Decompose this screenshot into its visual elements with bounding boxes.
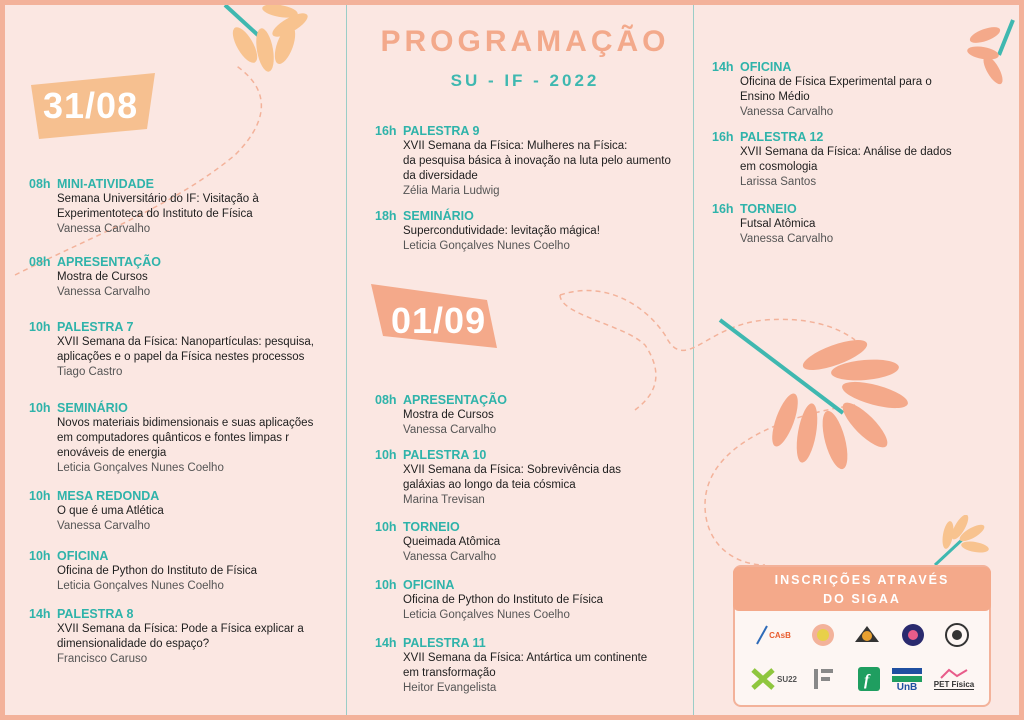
schedule-item-apresentacao [375,393,507,438]
schedule-type: PALESTRA 9 [403,124,480,138]
schedule-item-seminario [29,401,313,476]
schedule-description: Mostra de Cursos [57,271,148,283]
schedule-description: XVII Semana da Física: Sobrevivência das [403,464,621,476]
schedule-time: 08h [375,393,397,407]
schedule-speaker: Tiago Castro [57,366,123,378]
schedule-type: SEMINÁRIO [403,209,474,223]
schedule-description: da diversidade [403,170,478,182]
sponsor-logo-5 [939,621,975,649]
schedule-description: Futsal Atômica [740,218,816,230]
page-title: PROGRAMAÇÃO [380,25,670,58]
schedule-item-palestra-10 [375,448,621,508]
schedule-type: APRESENTAÇÃO [403,393,507,407]
schedule-item-palestra-7 [29,320,314,380]
schedule-item-oficina [375,578,603,623]
schedule-type: TORNEIO [740,202,797,216]
schedule-item-palestra-11 [375,636,647,696]
schedule-item-header [375,520,500,535]
schedule-speaker: Vanessa Carvalho [740,233,834,245]
schedule-speaker: Vanessa Carvalho [57,520,151,532]
schedule-description: em transformação [403,667,496,679]
schedule-description: Novos materiais bidimensionais e suas aplicações [57,417,314,429]
schedule-type: PALESTRA 7 [57,320,134,334]
schedule-item-header [29,401,313,416]
schedule-type: OFICINA [740,60,792,74]
schedule-description: O que é uma Atlética [57,505,164,517]
schedule-description: Experimentoteca do Instituto de Física [57,208,253,220]
schedule-time: 10h [375,448,397,462]
schedule-speaker: Larissa Santos [740,176,817,188]
schedule-item-header [712,60,932,75]
schedule-speaker: Vanessa Carvalho [57,223,151,235]
schedule-description: Oficina de Python do Instituto de Física [57,565,258,577]
leaf-decoration-top [200,5,320,85]
schedule-description: XVII Semana da Física: Mulheres na Física: [403,140,628,152]
leaf-decoration-large [715,315,915,475]
schedule-description: Oficina de Física Experimental para o [740,76,932,88]
schedule-item-header [375,448,621,463]
schedule-item-mini-atividade [29,177,259,237]
schedule-description: aplicações e o papel da Física nestes processos [57,351,305,363]
schedule-description: XVII Semana da Física: Pode a Física explicar a [57,623,304,635]
svg-text:f: f [864,672,870,689]
schedule-speaker: Vanessa Carvalho [740,106,834,118]
schedule-item-header [712,130,952,145]
schedule-item-header [375,209,600,224]
date-label-day1: 31/08 [27,73,167,143]
leaf-decoration-small [920,515,990,570]
su22-logo: SU22 [745,665,801,693]
schedule-type: PALESTRA 11 [403,636,486,650]
schedule-type: MINI-ATIVIDADE [57,177,154,191]
schedule-description: enováveis de energia [57,447,167,459]
schedule-type: MESA REDONDA [57,489,160,503]
schedule-speaker: Leticia Gonçalves Nunes Coelho [403,240,570,252]
schedule-description: da pesquisa básica à inovação na luta pelo aumento [403,155,671,167]
sponsor-logo-3 [849,621,885,649]
schedule-speaker: Leticia Gonçalves Nunes Coelho [57,580,224,592]
schedule-speaker: Leticia Gonçalves Nunes Coelho [403,609,570,621]
schedule-time: 10h [29,549,51,563]
schedule-item-torneio [375,520,500,565]
schedule-item-header [29,255,161,270]
schedule-time: 14h [29,607,51,621]
schedule-time: 10h [375,520,397,534]
schedule-description: XVII Semana da Física: Análise de dados [740,146,952,158]
schedule-item-header [712,202,833,217]
schedule-time: 14h [375,636,397,650]
schedule-speaker: Vanessa Carvalho [57,286,151,298]
schedule-time: 10h [29,320,51,334]
schedule-item-header [375,578,603,593]
schedule-type: PALESTRA 10 [403,448,487,462]
schedule-description: Oficina de Python do Instituto de Física [403,594,604,606]
schedule-type: APRESENTAÇÃO [57,255,161,269]
schedule-item-mesa-redonda [29,489,164,534]
registration-line1: INSCRIÇÕES ATRAVÉS [774,573,950,587]
schedule-item-header [29,489,164,504]
schedule-type: SEMINÁRIO [57,401,128,415]
schedule-description: Supercondutividade: levitação mágica! [403,225,600,237]
schedule-item-palestra-9 [375,124,671,199]
schedule-item-header [29,607,304,622]
schedule-type: PALESTRA 8 [57,607,134,621]
schedule-item-header [375,124,671,139]
schedule-description: em computadores quânticos e fontes limpas r [57,432,290,444]
schedule-time: 10h [29,401,51,415]
registration-label [733,567,991,611]
registration-line2: DO SIGAA [823,592,901,606]
schedule-item-header [375,636,647,651]
schedule-description: Mostra de Cursos [403,409,494,421]
schedule-item-oficina [712,60,932,120]
schedule-description: Ensino Médio [740,91,810,103]
schedule-time: 18h [375,209,397,223]
schedule-time: 16h [712,130,734,144]
schedule-speaker: Vanessa Carvalho [403,551,497,563]
schedule-description: Queimada Atômica [403,536,501,548]
schedule-time: 10h [375,578,397,592]
schedule-time: 08h [29,177,51,191]
schedule-description: galáxias ao longo da teia cósmica [403,479,576,491]
sponsor-logo-4 [895,621,931,649]
schedule-item-seminario [375,209,600,254]
schedule-type: OFICINA [403,578,455,592]
sponsor-logo-2 [805,621,841,649]
page-subtitle: SU - IF - 2022 [450,71,600,90]
schedule-item-oficina [29,549,257,594]
schedule-description: dimensionalidade do espaço? [57,638,210,650]
schedule-item-header [29,177,259,192]
schedule-description: XVII Semana da Física: Antártica um continente [403,652,648,664]
schedule-speaker: Leticia Gonçalves Nunes Coelho [57,462,224,474]
sponsor-logo-f [851,665,887,693]
schedule-item-header [29,549,257,564]
if-logo [807,665,843,693]
schedule-description: em cosmologia [740,161,818,173]
schedule-time: 08h [29,255,51,269]
schedule-speaker: Zélia Maria Ludwig [403,185,500,197]
schedule-item-palestra-8 [29,607,304,667]
schedule-time: 16h [375,124,397,138]
schedule-type: PALESTRA 12 [740,130,824,144]
schedule-speaker: Heitor Evangelista [403,682,497,694]
schedule-speaker: Vanessa Carvalho [403,424,497,436]
schedule-item-palestra-12 [712,130,952,190]
casb-logo: CAsB [751,621,795,649]
schedule-item-torneio [712,202,833,247]
schedule-item-header [375,393,507,408]
schedule-time: 14h [712,60,734,74]
schedule-item-apresentacao [29,255,161,300]
schedule-type: OFICINA [57,549,109,563]
unb-logo: UnB [889,663,925,697]
schedule-item-header [29,320,314,335]
schedule-time: 10h [29,489,51,503]
schedule-description: XVII Semana da Física: Nanopartículas: pesquisa, [57,336,314,348]
schedule-speaker: Francisco Caruso [57,653,148,665]
schedule-time: 16h [712,202,734,216]
leaf-decoration-corner [965,15,1019,95]
date-label-day2: 01/09 [367,280,507,360]
schedule-speaker: Marina Trevisan [403,494,485,506]
schedule-description: Semana Universitário do IF: Visitação à [57,193,259,205]
pet-fisica-logo: PET Física [931,665,977,693]
schedule-type: TORNEIO [403,520,460,534]
